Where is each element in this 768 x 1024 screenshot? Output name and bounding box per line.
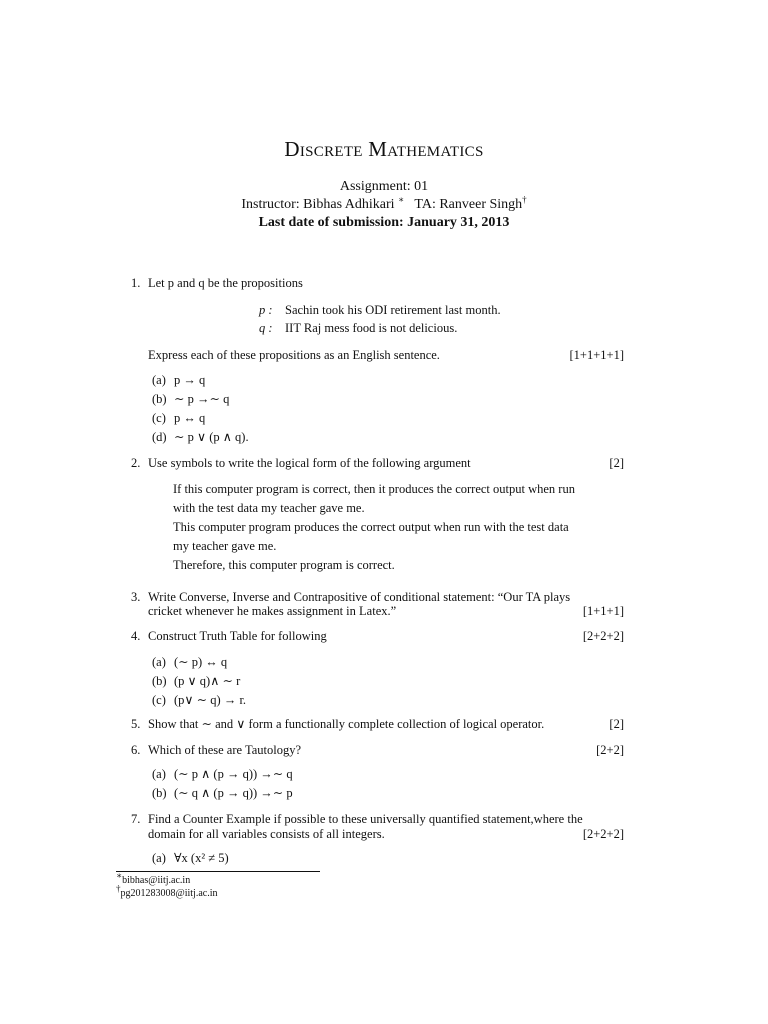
- q4-item-b: [152, 673, 240, 689]
- submission-deadline: Last date of submission: January 31, 2013: [258, 215, 510, 230]
- q1-item-c-text: p ↔ q: [174, 411, 206, 425]
- q4-number: 4.: [131, 629, 141, 643]
- footnote-instructor-email: bibhas@iitj.ac.in: [122, 875, 191, 886]
- q2-text: Use symbols to write the logical form of the following argument: [148, 456, 471, 470]
- footnote-ta-email: pg201283008@iitj.ac.in: [120, 888, 218, 899]
- q1-item-a-label: (a): [152, 373, 166, 387]
- q4-item-a-label: (a): [152, 655, 166, 669]
- q6-item-a-label: (a): [152, 767, 166, 781]
- q6-item-b-label: (b): [152, 786, 167, 800]
- q2-arg-line: Therefore, this computer program is correct.: [173, 558, 395, 572]
- q1-q-key: q :: [259, 321, 273, 335]
- q1-item-b-text: ∼ p →∼ q: [174, 392, 230, 406]
- q6-item-b: [152, 785, 293, 801]
- q7-number: 7.: [131, 812, 141, 826]
- q1-item-d: [152, 429, 249, 445]
- q2-number: 2.: [131, 456, 141, 470]
- q4-item-b-text: (p ∨ q)∧ ∼ r: [174, 674, 241, 688]
- footnote-ta: [116, 883, 218, 900]
- q1-item-c-label: (c): [152, 411, 166, 425]
- q1-p-value: Sachin took his ODI retirement last month.: [285, 303, 501, 317]
- q1-item-d-text: ∼ p ∨ (p ∧ q).: [174, 430, 249, 444]
- q5-text: Show that ∼ and ∨ form a functionally complete collection of logical operator.: [148, 717, 545, 731]
- q4-item-a: [152, 654, 227, 670]
- q1-item-c: [152, 410, 205, 426]
- footnote-divider: [116, 871, 320, 872]
- footnote-instructor: [116, 870, 191, 887]
- q4-item-c-label: (c): [152, 693, 166, 707]
- q3-number: 3.: [131, 590, 141, 604]
- q5-number: 5.: [131, 717, 141, 731]
- q1-number: 1.: [131, 276, 141, 290]
- q6-marks: [2+2]: [596, 743, 624, 757]
- q4-text: Construct Truth Table for following: [148, 629, 327, 643]
- q1-p-key: p :: [259, 303, 273, 317]
- assignment-number: Assignment: 01: [339, 179, 429, 194]
- instructor-line: [0, 196, 768, 214]
- q1-intro: Let p and q be the propositions: [148, 276, 303, 290]
- q1-instruction: Express each of these propositions as an English sentence.: [148, 348, 440, 362]
- q2-arg-line: my teacher gave me.: [173, 539, 277, 553]
- q4-item-c: [152, 692, 246, 708]
- q2-arg-line: with the test data my teacher gave me.: [173, 501, 365, 515]
- q1-item-a: [152, 372, 205, 388]
- q1-item-d-label: (d): [152, 430, 167, 444]
- q1-item-b-label: (b): [152, 392, 167, 406]
- q3-marks: [1+1+1]: [582, 604, 624, 618]
- q6-number: 6.: [131, 743, 141, 757]
- ta-name: TA: Ranveer Singh: [414, 197, 523, 212]
- q6-text: Which of these are Tautology?: [148, 743, 302, 757]
- q5-marks: [2]: [609, 717, 624, 731]
- q3-line-2: cricket whenever he makes assignment in Latex.”: [148, 604, 397, 618]
- q3-line-1: Write Converse, Inverse and Contrapositive of conditional statement: “Our TA plays: [148, 590, 571, 604]
- q4-item-c-text: (p∨ ∼ q) → r.: [174, 693, 247, 707]
- q2-arg-line: If this computer program is correct, then it produces the correct output when run: [173, 482, 575, 496]
- q1-marks: [1+1+1+1]: [569, 348, 624, 362]
- q1-item-b: [152, 391, 229, 407]
- q2-marks: [2]: [609, 456, 624, 470]
- q7-line-1: Find a Counter Example if possible to these universally quantified statement,where the: [148, 812, 583, 826]
- page-title: Discrete Mathematics: [284, 137, 484, 161]
- q1-q-value: IIT Raj mess food is not delicious.: [285, 321, 458, 335]
- q4-item-b-label: (b): [152, 674, 167, 688]
- footnote-ta-mark: †: [116, 883, 121, 894]
- q7-item-a: [152, 850, 229, 866]
- q7-marks: [2+2+2]: [582, 827, 624, 841]
- q1-item-a-text: p → q: [174, 373, 206, 387]
- q6-item-a-text: (∼ p ∧ (p → q)) →∼ q: [174, 767, 293, 781]
- instructor-name: Instructor: Bibhas Adhikari: [241, 197, 395, 212]
- q7-item-a-text: ∀x (x² ≠ 5): [174, 851, 229, 865]
- q2-arg-line: This computer program produces the correct output when run with the test data: [173, 520, 569, 534]
- ta-footnote-mark: †: [522, 194, 527, 205]
- q7-item-a-label: (a): [152, 851, 166, 865]
- q4-marks: [2+2+2]: [582, 629, 624, 643]
- q7-line-2: domain for all variables consists of all integers.: [148, 827, 385, 841]
- q4-item-a-text: (∼ p) ↔ q: [174, 655, 228, 669]
- q6-item-b-text: (∼ q ∧ (p → q)) →∼ p: [174, 786, 293, 800]
- instructor-footnote-mark: ∗: [398, 194, 405, 205]
- q6-item-a: [152, 766, 293, 782]
- footnote-instructor-mark: ∗: [116, 870, 123, 881]
